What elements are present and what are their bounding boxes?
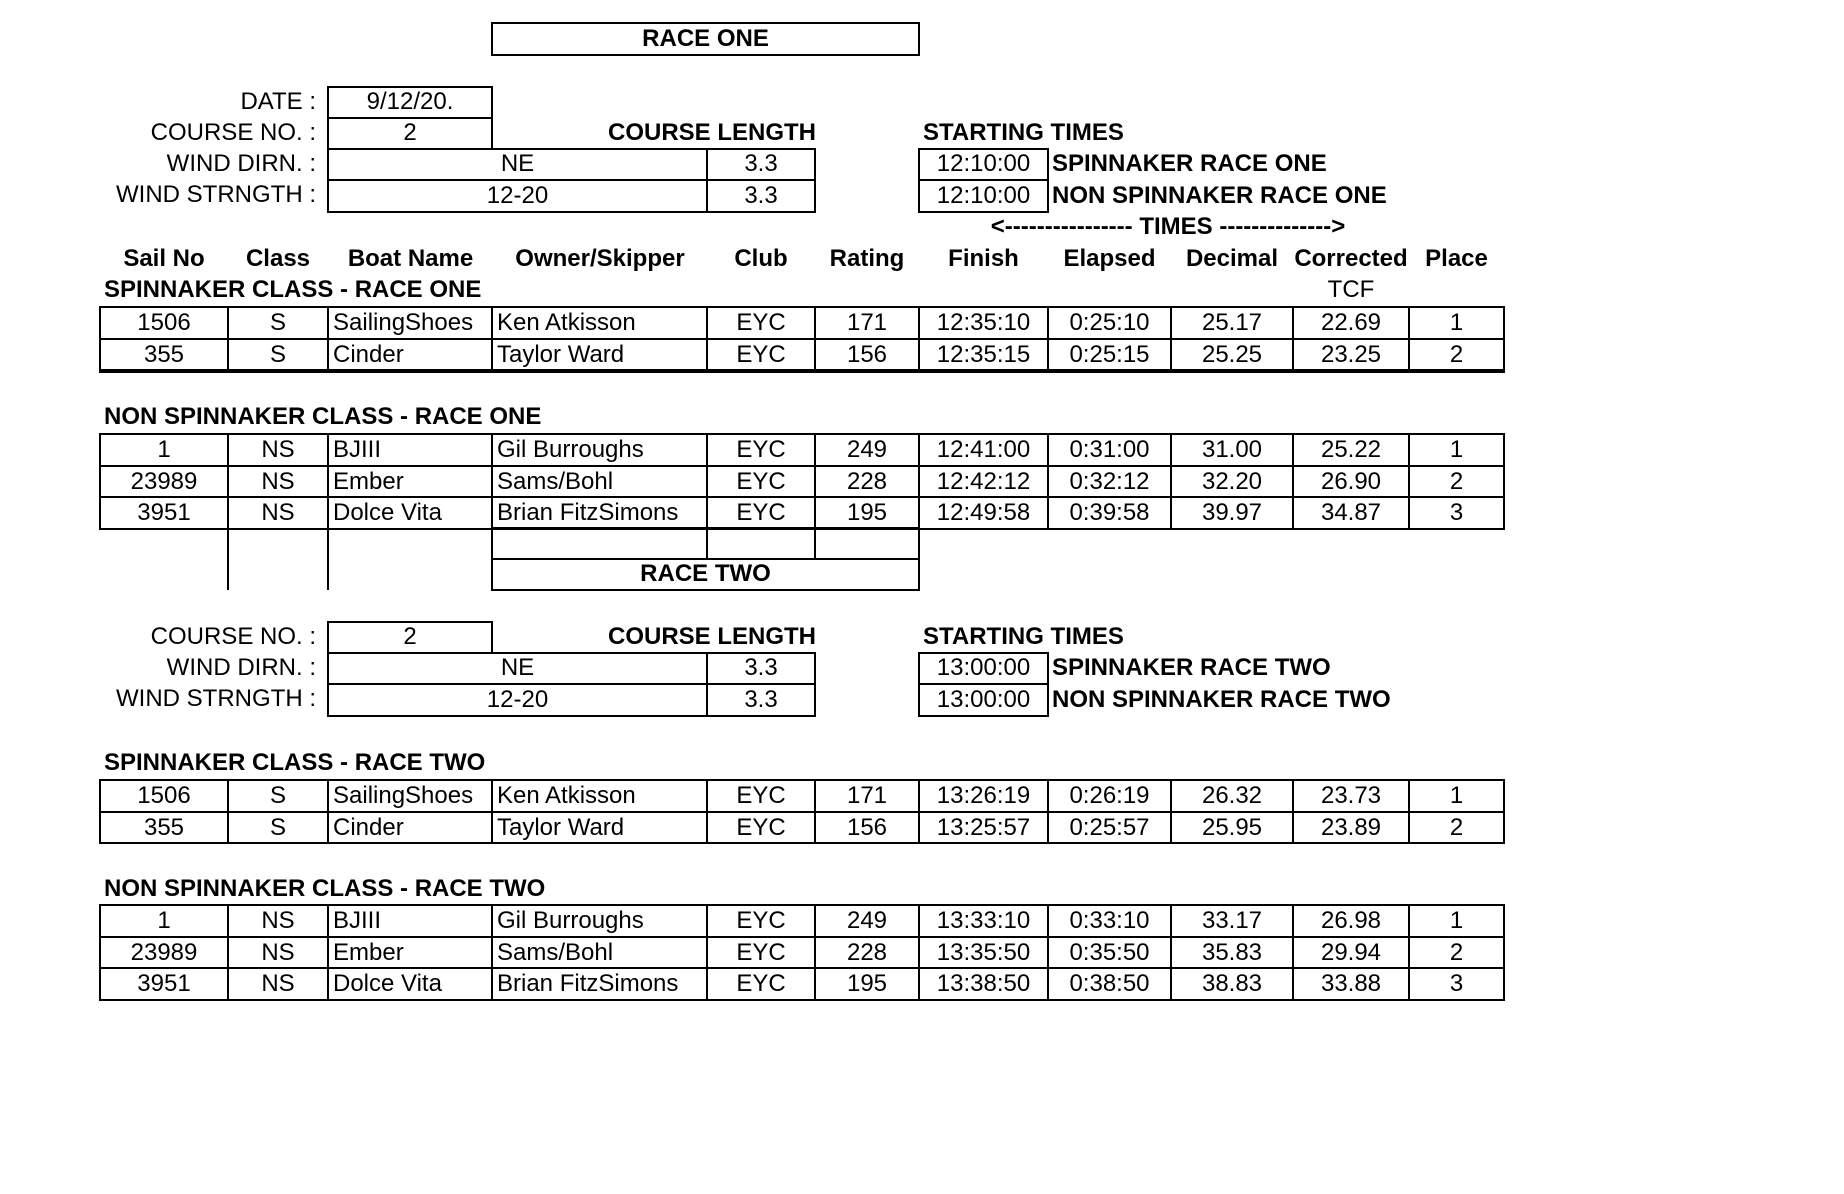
class-cell: S xyxy=(269,340,286,368)
boat-name-cell: Dolce Vita xyxy=(333,499,442,526)
wind-dirn-value-2: NE xyxy=(500,654,535,681)
boat-name-cell: Ember xyxy=(333,938,404,966)
course-no-value-2: 2 xyxy=(403,623,417,650)
elapsed-cell: 0:32:12 xyxy=(1069,467,1150,495)
club-cell: EYC xyxy=(736,782,786,809)
rating-cell: 228 xyxy=(846,938,888,966)
elapsed-cell: 0:25:15 xyxy=(1069,340,1150,368)
wind-dirn-length: 3.3 xyxy=(744,150,778,177)
rating-cell: 195 xyxy=(846,970,888,997)
corrected-cell: 26.98 xyxy=(1320,907,1382,934)
corrected-cell: 22.69 xyxy=(1320,309,1382,336)
boat-name-cell: BJIII xyxy=(333,436,382,463)
rating-cell: 195 xyxy=(846,499,888,526)
sail-no-cell: 1506 xyxy=(137,782,191,809)
col-elapsed: Elapsed xyxy=(1063,245,1156,272)
place-cell: 1 xyxy=(1449,309,1464,336)
starting-times-label: STARTING TIMES xyxy=(923,119,1124,146)
rating-cell: 171 xyxy=(846,309,888,336)
date-value: 9/12/20. xyxy=(366,88,454,115)
place-cell: 2 xyxy=(1449,340,1464,368)
start-2-time-2: 13:00:00 xyxy=(936,686,1031,713)
col-sail-no: Sail No xyxy=(123,245,205,272)
elapsed-cell: 0:35:50 xyxy=(1069,938,1150,966)
corrected-cell: 34.87 xyxy=(1320,499,1382,526)
start-2-time: 12:10:00 xyxy=(936,182,1031,209)
class-cell: NS xyxy=(261,467,295,495)
times-header: <---------------- TIMES --------------> xyxy=(990,213,1346,240)
finish-cell: 12:35:15 xyxy=(936,340,1031,368)
col-finish: Finish xyxy=(948,245,1019,272)
owner-skipper-cell: Gil Burroughs xyxy=(497,436,644,463)
col-rating: Rating xyxy=(829,245,905,272)
class-cell: S xyxy=(269,782,286,809)
rating-cell: 156 xyxy=(846,813,888,841)
place-cell: 1 xyxy=(1449,782,1464,809)
boat-name-cell: Cinder xyxy=(333,813,404,841)
owner-skipper-cell: Brian FitzSimons xyxy=(497,970,679,997)
start-2-label: NON SPINNAKER RACE ONE xyxy=(1052,182,1387,209)
class-cell: NS xyxy=(261,970,295,997)
course-no-label: COURSE NO. : xyxy=(150,119,316,146)
class-cell: NS xyxy=(261,938,295,966)
boat-name-cell: Dolce Vita xyxy=(333,970,442,997)
club-cell: EYC xyxy=(736,499,786,526)
col-boat-name: Boat Name xyxy=(347,245,474,272)
wind-strength-label: WIND STRNGTH : xyxy=(116,181,316,208)
club-cell: EYC xyxy=(736,467,786,495)
wind-dirn-label: WIND DIRN. : xyxy=(166,150,316,177)
owner-skipper-cell: Ken Atkisson xyxy=(497,309,636,336)
spacer-cell xyxy=(814,527,920,560)
owner-skipper-cell: Sams/Bohl xyxy=(497,467,614,495)
finish-cell: 13:25:57 xyxy=(936,813,1031,841)
elapsed-cell: 0:26:19 xyxy=(1069,782,1150,809)
wind-dirn-value: NE xyxy=(500,150,535,177)
sail-no-cell: 1 xyxy=(157,436,171,463)
sail-no-cell: 1506 xyxy=(137,309,191,336)
start-1-label-2: SPINNAKER RACE TWO xyxy=(1052,654,1331,681)
decimal-cell: 33.17 xyxy=(1201,907,1263,934)
elapsed-cell: 0:31:00 xyxy=(1069,436,1150,463)
finish-cell: 13:35:50 xyxy=(936,938,1031,966)
course-length-label-2: COURSE LENGTH xyxy=(607,623,816,650)
owner-skipper-cell: Taylor Ward xyxy=(497,340,625,368)
place-cell: 3 xyxy=(1449,970,1464,997)
decimal-cell: 26.32 xyxy=(1201,782,1263,809)
col-corrected: Corrected xyxy=(1294,245,1408,272)
sail-no-cell: 3951 xyxy=(137,499,191,526)
boat-name-cell: Cinder xyxy=(333,340,404,368)
place-cell: 1 xyxy=(1449,436,1464,463)
elapsed-cell: 0:38:50 xyxy=(1069,970,1150,997)
decimal-cell: 39.97 xyxy=(1201,499,1263,526)
finish-cell: 12:41:00 xyxy=(936,436,1031,463)
elapsed-cell: 0:25:10 xyxy=(1069,309,1150,336)
sail-no-cell: 355 xyxy=(143,340,185,368)
spacer-cell xyxy=(491,527,708,560)
class-cell: S xyxy=(269,813,286,841)
decimal-cell: 31.00 xyxy=(1201,436,1263,463)
decimal-cell: 32.20 xyxy=(1201,467,1263,495)
rating-cell: 249 xyxy=(846,436,888,463)
col-place: Place xyxy=(1425,245,1488,272)
grid-line xyxy=(227,527,229,590)
tcf-label: TCF xyxy=(1327,276,1375,303)
boat-name-cell: BJIII xyxy=(333,907,382,934)
class-cell: NS xyxy=(261,436,295,463)
col-class: Class xyxy=(245,245,311,272)
wind-strength-value: 12-20 xyxy=(486,182,549,209)
boat-name-cell: SailingShoes xyxy=(333,309,474,336)
owner-skipper-cell: Brian FitzSimons xyxy=(497,499,679,526)
sail-no-cell: 23989 xyxy=(130,467,198,495)
race-one-title: RACE ONE xyxy=(642,25,769,52)
section-title: SPINNAKER CLASS - RACE ONE xyxy=(104,276,482,303)
club-cell: EYC xyxy=(736,309,786,336)
start-1-time-2: 13:00:00 xyxy=(936,654,1031,681)
corrected-cell: 23.73 xyxy=(1320,782,1382,809)
table-bottom-rule xyxy=(99,370,1505,373)
wind-strength-value-2: 12-20 xyxy=(486,686,549,713)
place-cell: 2 xyxy=(1449,467,1464,495)
finish-cell: 13:38:50 xyxy=(936,970,1031,997)
race-two-title: RACE TWO xyxy=(640,560,771,587)
rating-cell: 171 xyxy=(846,782,888,809)
class-cell: S xyxy=(269,309,286,336)
decimal-cell: 25.25 xyxy=(1201,340,1263,368)
rating-cell: 228 xyxy=(846,467,888,495)
course-length-label: COURSE LENGTH xyxy=(607,119,816,146)
decimal-cell: 38.83 xyxy=(1201,970,1263,997)
owner-skipper-cell: Ken Atkisson xyxy=(497,782,636,809)
place-cell: 2 xyxy=(1449,813,1464,841)
course-no-value: 2 xyxy=(403,119,417,146)
starting-times-label-2: STARTING TIMES xyxy=(923,623,1124,650)
club-cell: EYC xyxy=(736,436,786,463)
sail-no-cell: 355 xyxy=(143,813,185,841)
sail-no-cell: 3951 xyxy=(137,970,191,997)
elapsed-cell: 0:33:10 xyxy=(1069,907,1150,934)
decimal-cell: 35.83 xyxy=(1201,938,1263,966)
start-1-label: SPINNAKER RACE ONE xyxy=(1052,150,1327,177)
sail-no-cell: 1 xyxy=(157,907,171,934)
section-title: SPINNAKER CLASS - RACE TWO xyxy=(104,749,486,776)
corrected-cell: 26.90 xyxy=(1320,467,1382,495)
owner-skipper-cell: Gil Burroughs xyxy=(497,907,644,934)
corrected-cell: 33.88 xyxy=(1320,970,1382,997)
course-no-label-2: COURSE NO. : xyxy=(150,623,316,650)
place-cell: 2 xyxy=(1449,938,1464,966)
wind-dirn-label-2: WIND DIRN. : xyxy=(166,654,316,681)
finish-cell: 13:33:10 xyxy=(936,907,1031,934)
col-decimal: Decimal xyxy=(1185,245,1279,272)
corrected-cell: 23.89 xyxy=(1320,813,1382,841)
section-title: NON SPINNAKER CLASS - RACE ONE xyxy=(104,403,542,430)
elapsed-cell: 0:25:57 xyxy=(1069,813,1150,841)
rating-cell: 249 xyxy=(846,907,888,934)
wind-dirn-length-2: 3.3 xyxy=(744,654,778,681)
decimal-cell: 25.17 xyxy=(1201,309,1263,336)
owner-skipper-cell: Sams/Bohl xyxy=(497,938,614,966)
corrected-cell: 23.25 xyxy=(1320,340,1382,368)
start-2-label-2: NON SPINNAKER RACE TWO xyxy=(1052,686,1391,713)
decimal-cell: 25.95 xyxy=(1201,813,1263,841)
rating-cell: 156 xyxy=(846,340,888,368)
corrected-cell: 29.94 xyxy=(1320,938,1382,966)
owner-skipper-cell: Taylor Ward xyxy=(497,813,625,841)
place-cell: 3 xyxy=(1449,499,1464,526)
club-cell: EYC xyxy=(736,340,786,368)
corrected-cell: 25.22 xyxy=(1320,436,1382,463)
sail-no-cell: 23989 xyxy=(130,938,198,966)
class-cell: NS xyxy=(261,499,295,526)
col-club: Club xyxy=(734,245,788,272)
club-cell: EYC xyxy=(736,907,786,934)
club-cell: EYC xyxy=(736,813,786,841)
wind-strength-length: 3.3 xyxy=(744,182,778,209)
club-cell: EYC xyxy=(736,970,786,997)
finish-cell: 12:49:58 xyxy=(936,499,1031,526)
finish-cell: 12:35:10 xyxy=(936,309,1031,336)
start-1-time: 12:10:00 xyxy=(936,150,1031,177)
wind-strength-length-2: 3.3 xyxy=(744,686,778,713)
boat-name-cell: SailingShoes xyxy=(333,782,474,809)
finish-cell: 12:42:12 xyxy=(936,467,1031,495)
club-cell: EYC xyxy=(736,938,786,966)
date-label: DATE : xyxy=(240,88,316,115)
grid-line xyxy=(327,527,329,590)
spacer-cell xyxy=(706,527,816,560)
place-cell: 1 xyxy=(1449,907,1464,934)
col-owner-skipper: Owner/Skipper xyxy=(515,245,685,272)
class-cell: NS xyxy=(261,907,295,934)
wind-strength-label-2: WIND STRNGTH : xyxy=(116,685,316,712)
elapsed-cell: 0:39:58 xyxy=(1069,499,1150,526)
section-title: NON SPINNAKER CLASS - RACE TWO xyxy=(104,875,546,902)
finish-cell: 13:26:19 xyxy=(936,782,1031,809)
boat-name-cell: Ember xyxy=(333,467,404,495)
